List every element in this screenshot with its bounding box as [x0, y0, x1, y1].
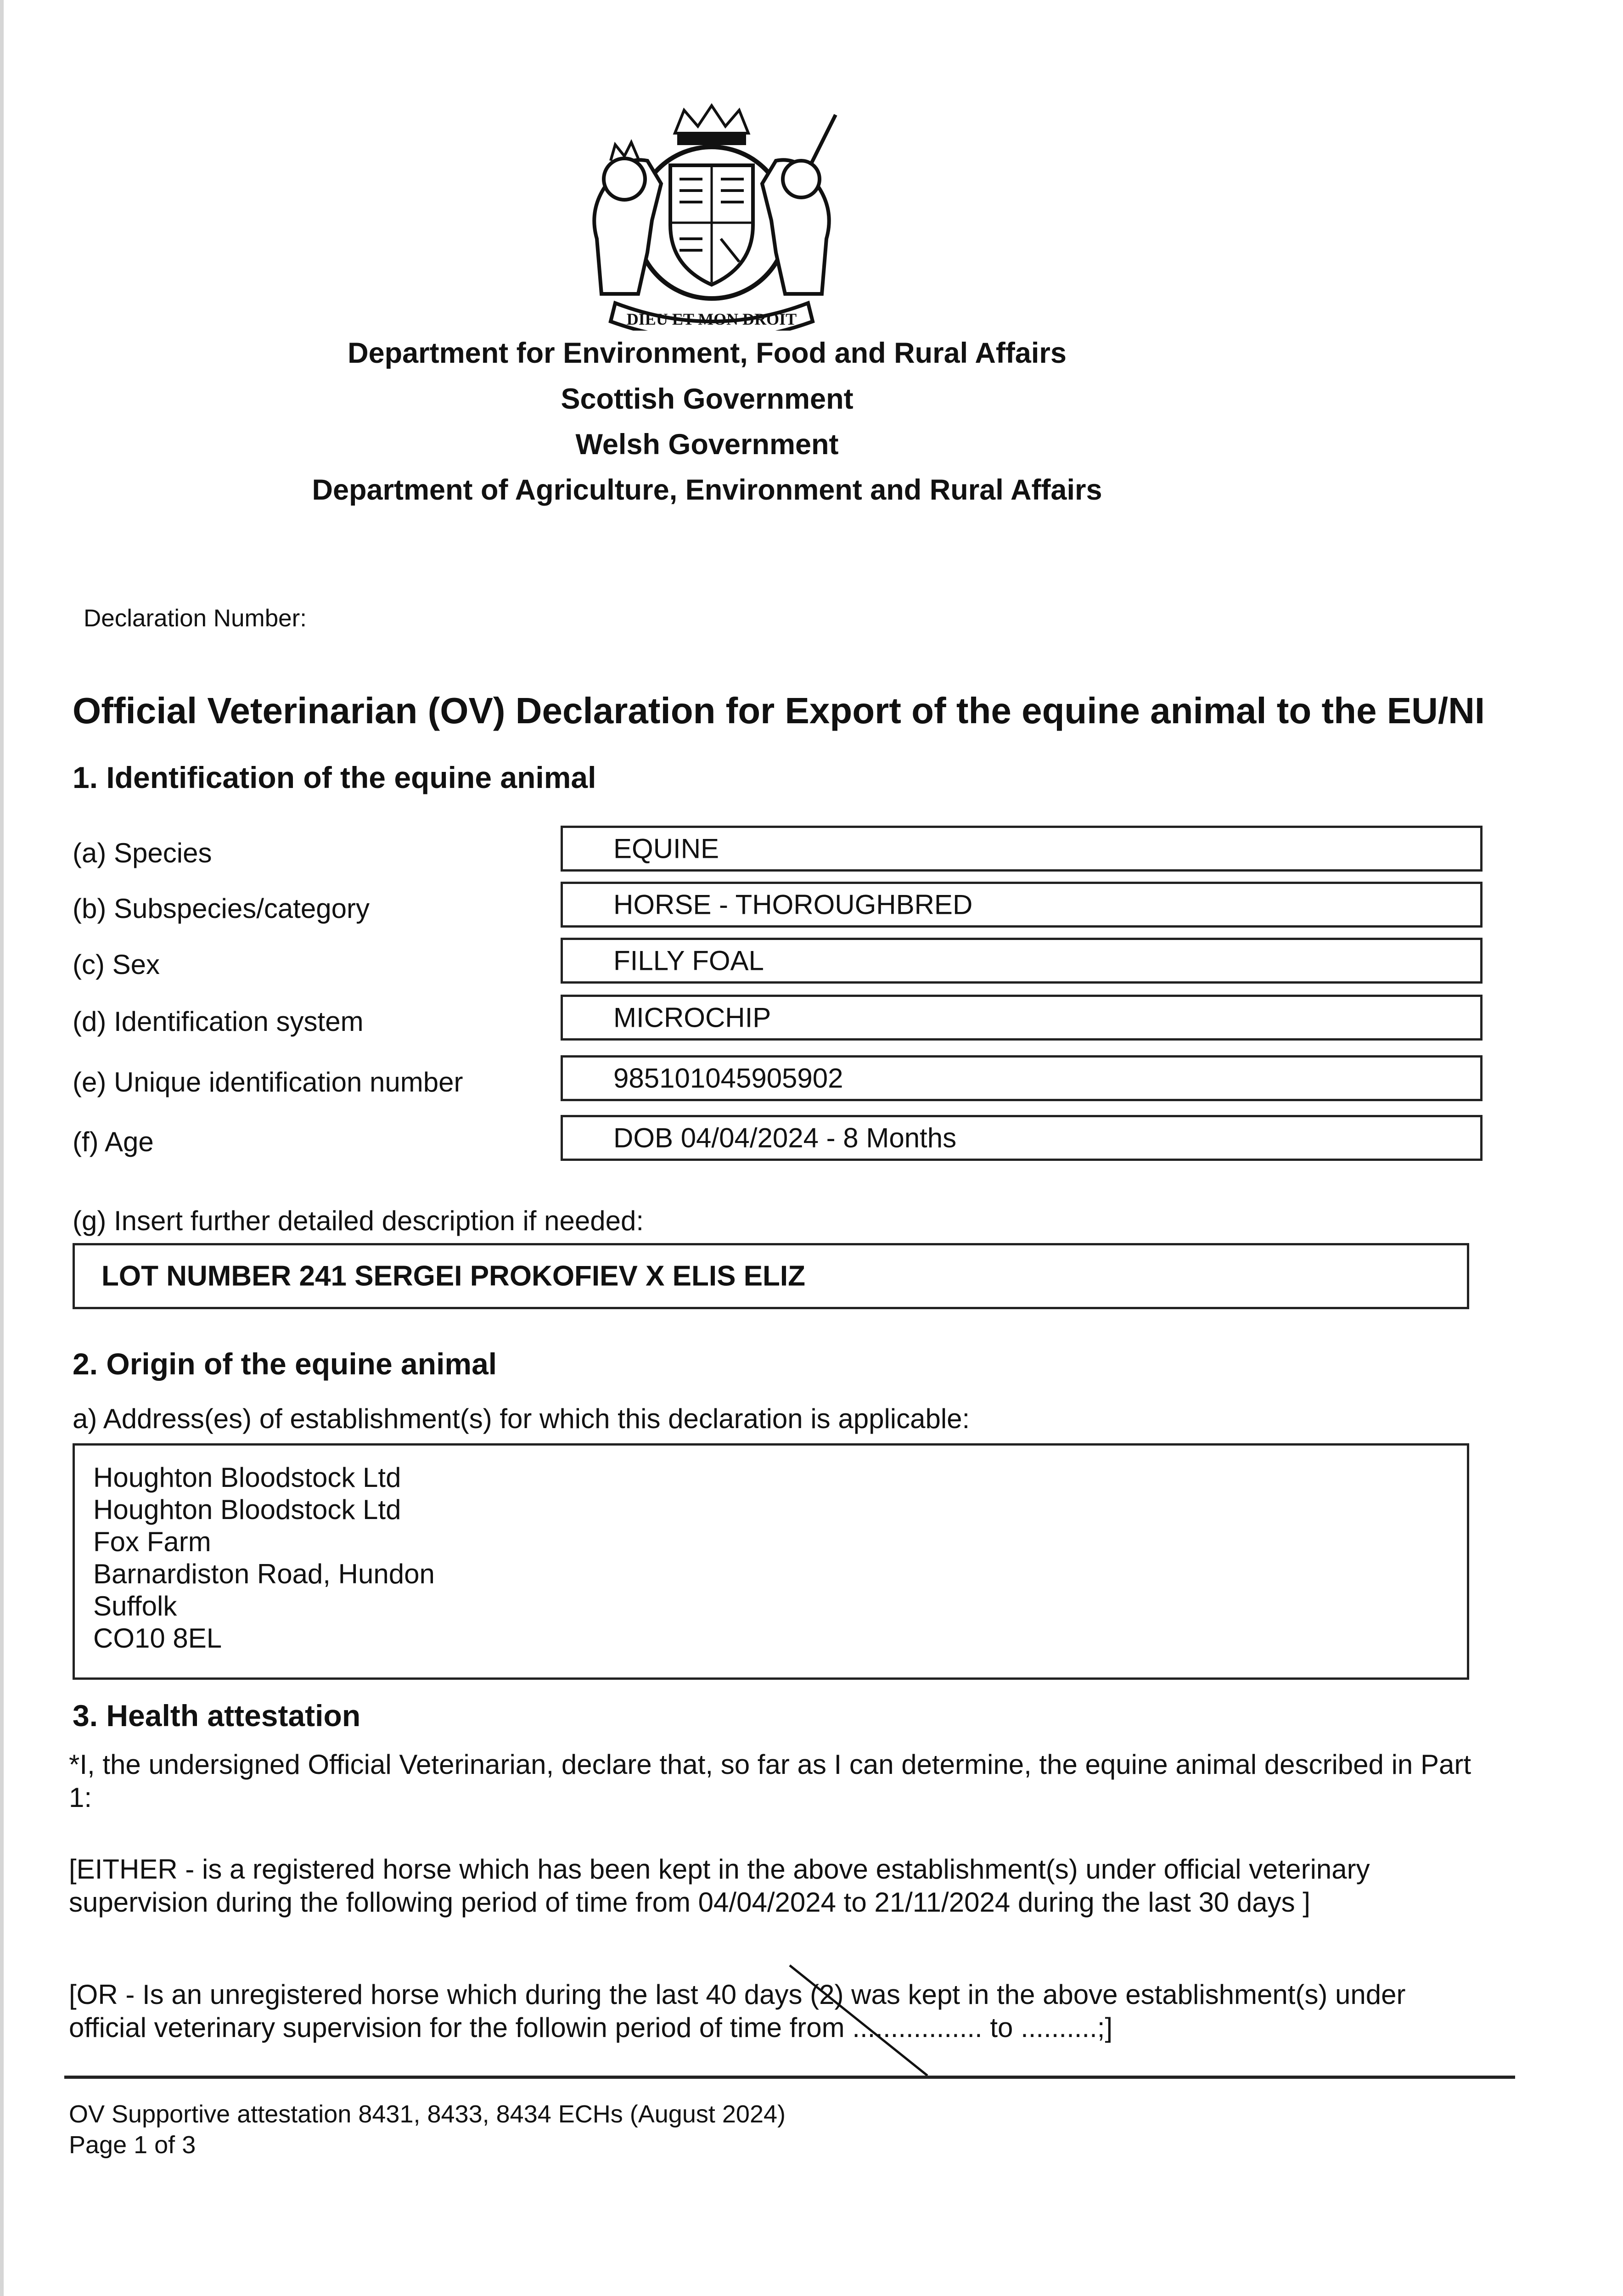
royal-coat-of-arms-icon	[556, 101, 868, 331]
address-line: CO10 8EL	[93, 1623, 222, 1654]
sex-label: (c) Sex	[73, 949, 160, 980]
unique-id-value: 985101045905902	[613, 1063, 843, 1094]
address-line: Fox Farm	[93, 1526, 211, 1557]
attestation-either-clause: [EITHER - is a registered horse which has been kept in the above establishment(s) under official veterinary supervision during the following period of time from 04/04/2024 to 21/11/2024 during the last 30 days ]	[69, 1854, 1370, 1918]
strike-through-mark	[781, 1961, 937, 2080]
further-description-value: LOT NUMBER 241 SERGEI PROKOFIEV X ELIS ELIZ	[101, 1260, 806, 1292]
address-line: Barnardiston Road, Hundon	[93, 1559, 435, 1589]
species-label: (a) Species	[73, 838, 212, 868]
authority-defra: Department for Environment, Food and Rural Affairs	[348, 337, 1067, 369]
address-line: Suffolk	[93, 1591, 177, 1621]
section-2-heading: 2. Origin of the equine animal	[73, 1347, 497, 1381]
page-number: Page 1 of 3	[69, 2131, 196, 2159]
sex-field	[561, 938, 1483, 984]
attestation-intro: *I, the undersigned Official Veterinarian, declare that, so far as I can determine, the equine animal described in Part 1:	[69, 1749, 1471, 1813]
section-1-heading: 1. Identification of the equine animal	[73, 760, 596, 794]
age-value: DOB 04/04/2024 - 8 Months	[613, 1122, 957, 1154]
identification-system-field	[561, 995, 1483, 1041]
species-field	[561, 826, 1483, 872]
footer-form-reference: OV Supportive attestation 8431, 8433, 8434 ECHs (August 2024)	[69, 2100, 786, 2128]
species-value: EQUINE	[613, 833, 719, 864]
authority-scottish-government: Scottish Government	[561, 383, 854, 415]
age-label: (f) Age	[73, 1126, 154, 1157]
subspecies-field	[561, 882, 1483, 928]
address-line: Houghton Bloodstock Ltd	[93, 1494, 401, 1525]
document-title: Official Veterinarian (OV) Declaration for Export of the equine animal to the EU/NI	[73, 690, 1485, 731]
address-line: Houghton Bloodstock Ltd	[93, 1462, 401, 1493]
authority-daera: Department of Agriculture, Environment and Rural Affairs	[312, 474, 1102, 506]
address-label: a) Address(es) of establishment(s) for which this declaration is applicable:	[73, 1403, 970, 1434]
subspecies-value: HORSE - THOROUGHBRED	[613, 889, 973, 920]
crest-motto: DIEU ET MON DROIT	[626, 310, 797, 328]
unique-id-field	[561, 1055, 1483, 1101]
further-description-field	[73, 1243, 1469, 1309]
footer-divider	[64, 2076, 1515, 2079]
declaration-number-label: Declaration Number:	[84, 605, 307, 632]
authority-welsh-government: Welsh Government	[575, 428, 839, 461]
further-description-label: (g) Insert further detailed description if needed:	[73, 1205, 644, 1236]
age-field	[561, 1115, 1483, 1161]
unique-id-label: (e) Unique identification number	[73, 1067, 463, 1097]
identification-system-value: MICROCHIP	[613, 1002, 771, 1033]
identification-system-label: (d) Identification system	[73, 1006, 364, 1037]
sex-value: FILLY FOAL	[613, 945, 764, 976]
subspecies-label: (b) Subspecies/category	[73, 893, 370, 924]
section-3-heading: 3. Health attestation	[73, 1699, 361, 1733]
address-field	[73, 1443, 1469, 1680]
attestation-or-clause: [OR - Is an unregistered horse which during the last 40 days (2) was kept in the above establishment(s) under official veterinary supervision for the followin period of time from ................. to ..........;]	[69, 1979, 1406, 2043]
